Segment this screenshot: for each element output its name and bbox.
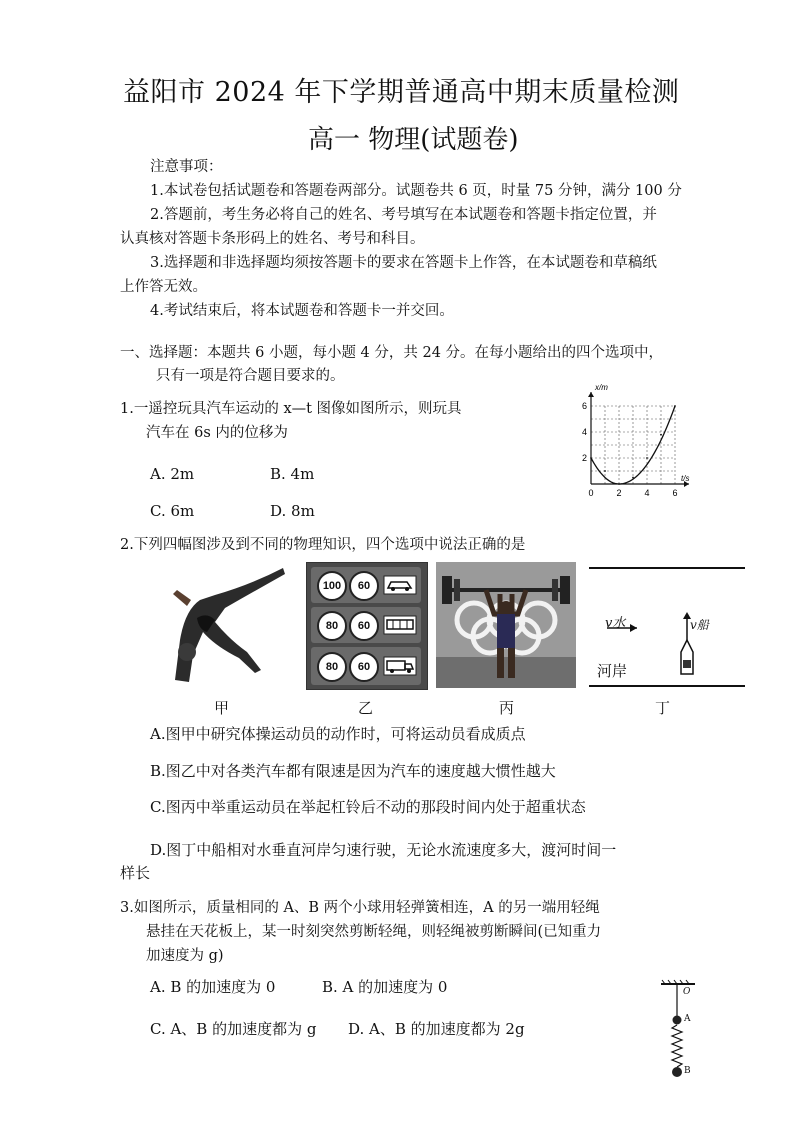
bus-icon xyxy=(383,615,417,635)
caption-ding: 丁 xyxy=(655,699,671,717)
caption-jia: 甲 xyxy=(214,699,230,717)
q2-option-d: D.图丁中船相对水垂直河岸匀速行驶，无论水流速度多大，渡河时间一 xyxy=(150,841,617,859)
data-point xyxy=(618,483,620,485)
sign-limit-60: 60 xyxy=(349,611,379,641)
section-1-heading: 一、选择题：本题共 6 小题，每小题 4 分，共 24 分。在每小题给出的四个选项中， xyxy=(120,345,664,361)
q1-option-a: A. 2m xyxy=(150,465,195,483)
label-a: A xyxy=(684,1014,691,1024)
q2-option-a: A.图甲中研究体操运动员的动作时，可将运动员看成质点 xyxy=(150,725,526,743)
q3-stem-cont-1: 悬挂在天花板上，某一时刻突然剪断轻绳，则轻绳被剪断瞬间(已知重力 xyxy=(146,924,602,940)
speed-sign-board xyxy=(306,562,428,690)
data-point xyxy=(632,477,634,479)
x-tick-label: 4 xyxy=(644,488,650,498)
y-tick-label: 4 xyxy=(581,427,587,437)
x-axis-label: t/s xyxy=(681,474,690,483)
data-point xyxy=(590,457,592,459)
notice-item-3: 3.选择题和非选择题均须按答题卡的要求在答题卡上作答，在本试题卷和草稿纸 xyxy=(150,255,657,271)
q3-stem-cont-2: 加速度为 g) xyxy=(146,948,224,964)
q2-stem: 2.下列四幅图涉及到不同的物理知识，四个选项中说法正确的是 xyxy=(120,537,526,553)
notice-item-4: 4.考试结束后，将本试题卷和答题卡一并交回。 xyxy=(150,303,454,319)
y-tick-label: 6 xyxy=(581,401,587,411)
notice-heading: 注意事项： xyxy=(150,159,223,175)
q2-option-d-cont: 样长 xyxy=(120,864,151,882)
xt-graph xyxy=(575,383,705,502)
sign-limit-80: 80 xyxy=(317,652,347,682)
label-o: O xyxy=(683,987,691,997)
data-point xyxy=(660,434,662,436)
caption-yi: 乙 xyxy=(358,699,374,717)
y-tick-label: 2 xyxy=(581,453,587,463)
q2-option-b: B.图乙中对各类汽车都有限速是因为汽车的速度越大惯性越大 xyxy=(150,762,556,780)
data-point xyxy=(604,470,606,472)
spring-figure xyxy=(655,978,705,1083)
q3-option-b: B. A 的加速度为 0 xyxy=(322,978,448,996)
y-axis-label: x/m xyxy=(595,383,608,392)
sign-limit-60: 60 xyxy=(349,571,379,601)
y-axis-arrow xyxy=(588,392,594,397)
q1-stem: 1.一遥控玩具汽车运动的 x—t 图像如图所示，则玩具 xyxy=(120,401,462,417)
truck-icon xyxy=(383,656,417,676)
x-tick-label: 2 xyxy=(616,488,622,498)
weightlifter-image xyxy=(436,562,576,688)
q1-stem-cont: 汽车在 6s 内的位移为 xyxy=(146,425,288,441)
q2-option-c: C.图丙中举重运动员在举起杠铃后不动的那段时间内处于超重状态 xyxy=(150,798,586,816)
q1-option-b: B. 4m xyxy=(270,465,315,483)
data-point xyxy=(674,405,676,407)
q3-option-d: D. A、B 的加速度都为 2g xyxy=(348,1020,525,1038)
caption-bing: 丙 xyxy=(499,699,515,717)
notice-item-2-cont: 认真核对答题卡条形码上的姓名、考号和科目。 xyxy=(120,231,425,247)
exam-title: 益阳市 2024 年下学期普通高中期末质量检测 xyxy=(123,77,680,108)
x-tick-label: 6 xyxy=(672,488,678,498)
car-icon xyxy=(383,575,417,595)
q3-option-c: C. A、B 的加速度都为 g xyxy=(150,1020,317,1038)
label-b: B xyxy=(684,1066,691,1076)
sign-limit-80: 80 xyxy=(317,611,347,641)
gymnast-image xyxy=(155,560,295,690)
section-1-heading-cont: 只有一项是符合题目要求的。 xyxy=(156,368,345,384)
v-boat-label: v船 xyxy=(690,618,709,632)
q3-option-a: A. B 的加速度为 0 xyxy=(150,978,276,996)
q3-stem: 3.如图所示，质量相同的 A、B 两个小球用轻弹簧相连，A 的另一端用轻绳 xyxy=(120,900,600,916)
notice-item-2: 2.答题前，考生务必将自己的姓名、考号填写在本试题卷和答题卡指定位置，并 xyxy=(150,207,657,223)
sign-limit-60: 60 xyxy=(349,652,379,682)
q1-option-d: D. 8m xyxy=(270,502,315,520)
notice-item-1: 1.本试卷包括试题卷和答题卷两部分。试题卷共 6 页，时量 75 分钟，满分 100 分 xyxy=(150,183,682,199)
data-point xyxy=(646,457,648,459)
sign-limit-100: 100 xyxy=(317,571,347,601)
q1-option-c: C. 6m xyxy=(150,502,195,520)
v-water-label: v水 xyxy=(605,616,626,631)
river-bank-label: 河岸 xyxy=(597,662,628,680)
notice-item-3-cont: 上作答无效。 xyxy=(120,279,207,295)
exam-subtitle: 高一 物理(试题卷) xyxy=(308,125,519,155)
x-tick-label: 0 xyxy=(588,488,594,498)
